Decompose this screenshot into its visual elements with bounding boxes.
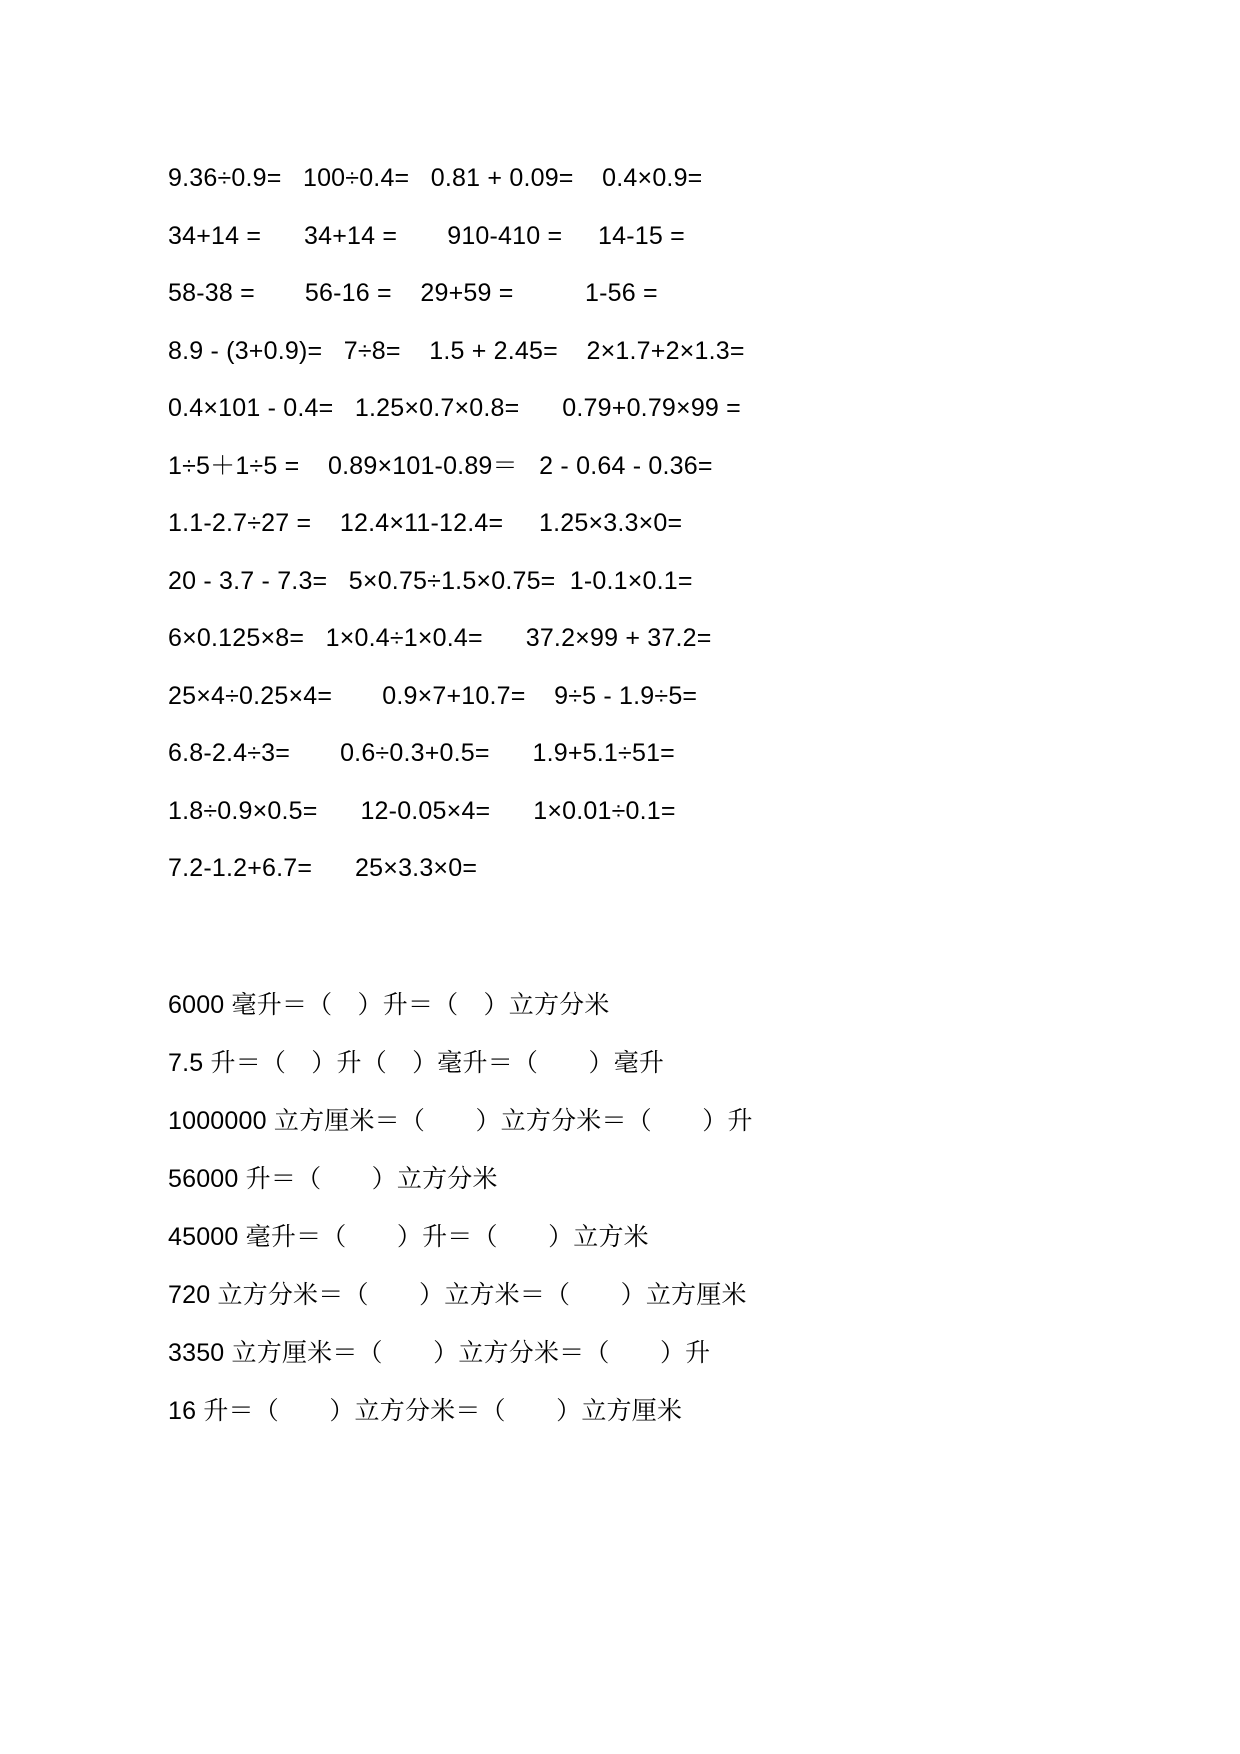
arithmetic-line: 6×0.125×8= 1×0.4÷1×0.4= 37.2×99 + 37.2= — [168, 624, 712, 652]
unit-conversion-section — [168, 976, 1080, 1440]
arithmetic-line: 0.4×101 - 0.4= 1.25×0.7×0.8= 0.79+0.79×99 = — [168, 394, 741, 422]
arithmetic-line: 1÷5＋1÷5 = 0.89×101-0.89＝ 2 - 0.64 - 0.36= — [168, 451, 713, 480]
arithmetic-line: 7.2-1.2+6.7= 25×3.3×0= — [168, 854, 478, 882]
arithmetic-line: 1.1-2.7÷27 = 12.4×11-12.4= 1.25×3.3×0= — [168, 509, 683, 537]
unit-conversion-line: 1000000 立方厘米＝（ ）立方分米＝（ ）升 — [168, 1106, 753, 1135]
arithmetic-line: 58-38 = 56-16 = 29+59 = 1-56 = — [168, 279, 658, 307]
unit-conversion-line: 720 立方分米＝（ ）立方米＝（ ）立方厘米 — [168, 1280, 747, 1309]
unit-conversion-line: 16 升＝（ ）立方分米＝（ ）立方厘米 — [168, 1396, 683, 1425]
arithmetic-line: 9.36÷0.9= 100÷0.4= 0.81 + 0.09= 0.4×0.9= — [168, 164, 703, 192]
unit-conversion-line: 7.5 升＝（ ）升（ ）毫升＝（ ）毫升 — [168, 1048, 665, 1077]
arithmetic-line: 20 - 3.7 - 7.3= 5×0.75÷1.5×0.75= 1-0.1×0.1= — [168, 566, 693, 595]
unit-conversion-line: 45000 毫升＝（ ）升＝（ ）立方米 — [168, 1222, 649, 1251]
arithmetic-line: 34+14 = 34+14 = 910-410 = 14-15 = — [168, 221, 685, 250]
arithmetic-section — [168, 150, 1080, 898]
section-divider — [168, 898, 1080, 976]
unit-conversion-line: 6000 毫升＝（ ）升＝（ ）立方分米 — [168, 990, 610, 1019]
unit-conversion-line: 56000 升＝（ ）立方分米 — [168, 1164, 498, 1193]
unit-conversion-line: 3350 立方厘米＝（ ）立方分米＝（ ）升 — [168, 1338, 711, 1367]
arithmetic-line: 25×4÷0.25×4= 0.9×7+10.7= 9÷5 - 1.9÷5= — [168, 681, 698, 710]
arithmetic-line: 1.8÷0.9×0.5= 12-0.05×4= 1×0.01÷0.1= — [168, 796, 676, 825]
arithmetic-line: 8.9 - (3+0.9)= 7÷8= 1.5 + 2.45= 2×1.7+2×1.3= — [168, 336, 745, 365]
arithmetic-line: 6.8-2.4÷3= 0.6÷0.3+0.5= 1.9+5.1÷51= — [168, 739, 675, 767]
